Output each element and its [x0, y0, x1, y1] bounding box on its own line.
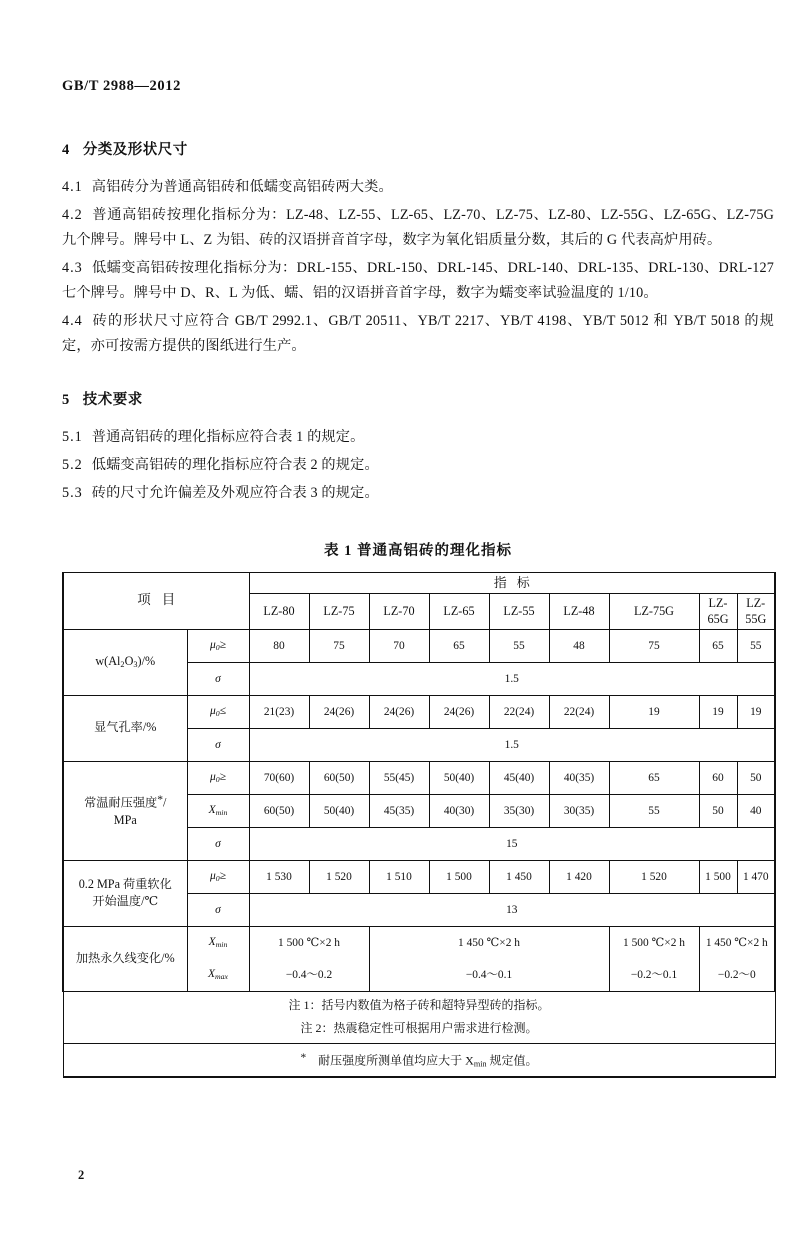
grade-header-lz-75: LZ-75 — [309, 594, 369, 630]
grade-header-lz-65: LZ-65 — [429, 594, 489, 630]
row-label-linear-change: 加热永久线变化/% — [63, 926, 187, 991]
header-indicator-label: 指标 — [249, 573, 775, 594]
section-heading-4 — [62, 138, 774, 159]
cell-al2o3-lz-80: 80 — [249, 629, 309, 662]
cell-porosity-lz-55g: 19 — [737, 695, 775, 728]
cell-linear-change-range-2: −0.4～0.1 — [369, 959, 609, 992]
cell-strength-mu-lz-65: 50(40) — [429, 761, 489, 794]
table-caption: 表 1 普通高铝砖的理化指标 — [324, 543, 512, 559]
stat-label-porosity-sigma: σ — [187, 728, 249, 761]
cell-porosity-lz-80: 21(23) — [249, 695, 309, 728]
section-spacer — [62, 362, 774, 388]
stat-label-strength-sigma: σ — [187, 827, 249, 860]
table-row-softening-mu — [63, 860, 775, 893]
paragraph-number-5-1: 5.1 — [62, 429, 83, 445]
cell-strength-xmin-lz-70: 45(35) — [369, 794, 429, 827]
cell-strength-xmin-lz-75: 50(40) — [309, 794, 369, 827]
cell-al2o3-lz-70: 70 — [369, 629, 429, 662]
cell-porosity-sigma-value: 1.5 — [249, 728, 775, 761]
cell-strength-xmin-lz-80: 60(50) — [249, 794, 309, 827]
cell-al2o3-lz-75g: 75 — [609, 629, 699, 662]
cell-al2o3-lz-65: 65 — [429, 629, 489, 662]
cell-porosity-lz-70: 24(26) — [369, 695, 429, 728]
stat-label-strength-xmin: $X_{min}$ — [187, 794, 249, 827]
section-heading-5 — [62, 388, 774, 409]
table-note-2: 注 2：热震稳定性可根据用户需求进行检测。 — [300, 1021, 538, 1036]
section-title-4: 分类及形状尺寸 — [82, 142, 188, 158]
paragraph-text-5-3: 砖的尺寸允许偏差及外观应符合表 3 的规定。 — [91, 485, 379, 501]
cell-al2o3-lz-75: 75 — [309, 629, 369, 662]
cell-softening-lz-70: 1 510 — [369, 860, 429, 893]
grade-header-lz-65g: LZ-65G — [699, 594, 737, 630]
physical-chemical-indicators-table — [62, 572, 776, 1078]
table-notes-row — [63, 991, 775, 1043]
row-label-al2o3: $w(Al_2O_3)/\%$ — [63, 629, 187, 695]
cell-softening-lz-55: 1 450 — [489, 860, 549, 893]
cell-softening-lz-80: 1 530 — [249, 860, 309, 893]
paragraph-number-5-2: 5.2 — [62, 457, 83, 473]
cell-strength-xmin-lz-65g: 50 — [699, 794, 737, 827]
paragraph-number-4-2: 4.2 — [62, 207, 83, 223]
page-number: 2 — [78, 1168, 85, 1182]
stat-label-strength-mu: $\mu_0\ge$ — [187, 761, 249, 794]
stat-label-al2o3-sigma: σ — [187, 662, 249, 695]
cell-linear-change-range-1: −0.4～0.2 — [249, 959, 369, 992]
paragraph-text-4-3: 低蠕变高铝砖按理化指标分为：DRL-155、DRL-150、DRL-145、DRL-140、DRL-135、DRL-130、DRL-127 七个牌号。牌号中 D、R、L 为低、蠕、铝的汉语拼音首字母，数字为蠕变率试验温度的 1/10。 — [62, 260, 774, 301]
stat-label-softening-mu: $\mu_0\ge$ — [187, 860, 249, 893]
cell-al2o3-lz-48: 48 — [549, 629, 609, 662]
cell-porosity-lz-75g: 19 — [609, 695, 699, 728]
standard-number-header: GB/T 2988—2012 — [62, 78, 181, 94]
section-number-5: 5 — [62, 392, 70, 408]
cell-strength-xmin-lz-55g: 40 — [737, 794, 775, 827]
grade-header-lz-75g: LZ-75G — [609, 594, 699, 630]
paragraph-text-5-2: 低蠕变高铝砖的理化指标应符合表 2 的规定。 — [91, 457, 379, 473]
table-footnote-row — [63, 1043, 775, 1077]
paragraph-5-1 — [62, 425, 774, 450]
stat-label-linear-change-xmin: $X_{min}$ — [187, 926, 249, 959]
cell-strength-xmin-lz-75g: 55 — [609, 794, 699, 827]
cell-strength-mu-lz-75g: 65 — [609, 761, 699, 794]
table-row-strength-mu — [63, 761, 775, 794]
cell-softening-lz-75g: 1 520 — [609, 860, 699, 893]
grade-header-lz-48: LZ-48 — [549, 594, 609, 630]
header-item-label: 项目 — [63, 573, 249, 630]
table-row-linear-change-condition — [63, 926, 775, 959]
table-header-row-1 — [63, 573, 775, 594]
paragraph-text-4-2: 普通高铝砖按理化指标分为：LZ-48、LZ-55、LZ-65、LZ-70、LZ-75、LZ-80、LZ-55G、LZ-65G、LZ-75G 九个牌号。牌号中 L、Z 为铝、砖的汉语拼音首字母，数字为氧化铝质量分数，其后的 G 代表高炉用砖。 — [62, 207, 774, 248]
stat-label-al2o3-mu: $\mu_0\ge$ — [187, 629, 249, 662]
cell-al2o3-sigma-value: 1.5 — [249, 662, 775, 695]
row-label-softening: 0.2 MPa 荷重软化 开始温度/℃ — [63, 860, 187, 926]
cell-softening-lz-55g: 1 470 — [737, 860, 775, 893]
paragraph-text-5-1: 普通高铝砖的理化指标应符合表 1 的规定。 — [91, 429, 365, 445]
paragraph-4-1 — [62, 175, 774, 200]
table-note-1: 注 1：括号内数值为格子砖和超特异型砖的指标。 — [288, 997, 550, 1012]
cell-al2o3-lz-65g: 65 — [699, 629, 737, 662]
table-row-al2o3-mu — [63, 629, 775, 662]
stat-label-linear-change-xmax: $X_{max}$ — [187, 959, 249, 992]
cell-strength-mu-lz-48: 40(35) — [549, 761, 609, 794]
cell-linear-change-condition-3: 1 500 ℃×2 h — [609, 926, 699, 959]
cell-linear-change-range-3: −0.2～0.1 — [609, 959, 699, 992]
cell-porosity-lz-65: 24(26) — [429, 695, 489, 728]
cell-porosity-lz-75: 24(26) — [309, 695, 369, 728]
section-number-4: 4 — [62, 142, 70, 158]
section-title-5: 技术要求 — [82, 392, 143, 408]
cell-strength-mu-lz-55g: 50 — [737, 761, 775, 794]
paragraph-5-2 — [62, 453, 774, 478]
stat-label-softening-sigma: σ — [187, 893, 249, 926]
cell-linear-change-condition-1: 1 500 ℃×2 h — [249, 926, 369, 959]
cell-linear-change-condition-4: 1 450 ℃×2 h — [699, 926, 775, 959]
paragraph-4-4 — [62, 309, 774, 359]
table-row-porosity-mu — [63, 695, 775, 728]
grade-header-lz-55g: LZ-55G — [737, 594, 775, 630]
paragraph-number-4-4: 4.4 — [62, 313, 83, 329]
paragraph-text-4-4: 砖的形状尺寸应符合 GB/T 2992.1、GB/T 20511、YB/T 2217、YB/T 4198、YB/T 5012 和 YB/T 5018 的规定，亦可按需方提供的图纸进行生产。 — [62, 313, 774, 354]
cell-porosity-lz-48: 22(24) — [549, 695, 609, 728]
paragraph-5-3 — [62, 481, 774, 506]
cell-porosity-lz-65g: 19 — [699, 695, 737, 728]
grade-header-lz-70: LZ-70 — [369, 594, 429, 630]
cell-strength-mu-lz-75: 60(50) — [309, 761, 369, 794]
cell-strength-xmin-lz-48: 30(35) — [549, 794, 609, 827]
cell-al2o3-lz-55g: 55 — [737, 629, 775, 662]
table-spacer — [62, 509, 774, 539]
paragraph-number-4-1: 4.1 — [62, 179, 83, 195]
cell-softening-lz-75: 1 520 — [309, 860, 369, 893]
cell-strength-mu-lz-70: 55(45) — [369, 761, 429, 794]
cell-strength-xmin-lz-65: 40(30) — [429, 794, 489, 827]
stat-label-porosity-mu: $\mu_0\le$ — [187, 695, 249, 728]
cell-strength-mu-lz-80: 70(60) — [249, 761, 309, 794]
cell-strength-sigma-value: 15 — [249, 827, 775, 860]
paragraph-number-5-3: 5.3 — [62, 485, 83, 501]
grade-header-lz-80: LZ-80 — [249, 594, 309, 630]
paragraph-text-4-1: 高铝砖分为普通高铝砖和低蠕变高铝砖两大类。 — [91, 179, 393, 195]
cell-softening-lz-65: 1 500 — [429, 860, 489, 893]
cell-softening-lz-65g: 1 500 — [699, 860, 737, 893]
page-content — [62, 138, 774, 1078]
table-footnote-cell: * 耐压强度所测单值均应大于 $X_{min}$ 规定值。 — [63, 1043, 775, 1077]
cell-strength-xmin-lz-55: 35(30) — [489, 794, 549, 827]
cell-linear-change-range-4: −0.2～0 — [699, 959, 775, 992]
cell-porosity-lz-55: 22(24) — [489, 695, 549, 728]
cell-linear-change-condition-2: 1 450 ℃×2 h — [369, 926, 609, 959]
row-label-porosity: 显气孔率/% — [63, 695, 187, 761]
paragraph-4-3 — [62, 256, 774, 306]
row-label-strength: 常温耐压强度*/ MPa — [63, 761, 187, 860]
cell-softening-sigma-value: 13 — [249, 893, 775, 926]
table-notes-cell — [63, 991, 775, 1043]
cell-strength-mu-lz-65g: 60 — [699, 761, 737, 794]
paragraph-number-4-3: 4.3 — [62, 260, 83, 276]
cell-al2o3-lz-55: 55 — [489, 629, 549, 662]
cell-strength-mu-lz-55: 45(40) — [489, 761, 549, 794]
paragraph-4-2 — [62, 203, 774, 253]
cell-softening-lz-48: 1 420 — [549, 860, 609, 893]
grade-header-lz-55: LZ-55 — [489, 594, 549, 630]
